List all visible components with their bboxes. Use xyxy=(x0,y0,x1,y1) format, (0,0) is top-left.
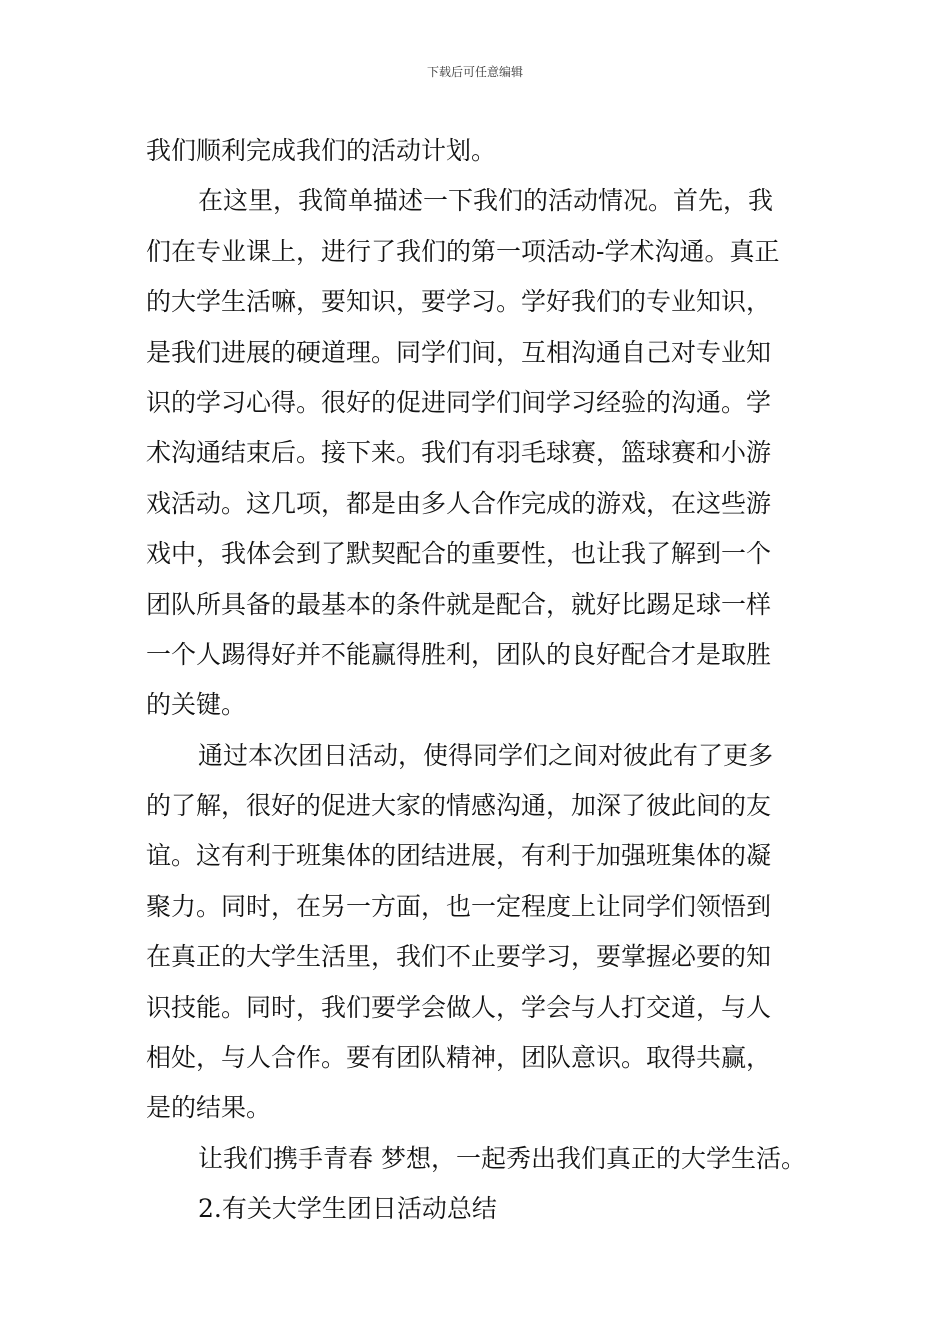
text-line: 是的结果。 xyxy=(146,1093,272,1123)
text-line: 一个人踢得好并不能赢得胜利，团队的良好配合才是取胜 xyxy=(146,639,772,669)
text-line: 在这里，我简单描述一下我们的活动情况。首先，我 xyxy=(198,186,774,216)
text-line: 术沟通结束后。接下来。我们有羽毛球赛，篮球赛和小游 xyxy=(146,438,772,468)
text-line: 识的学习心得。很好的促进同学们间学习经验的沟通。学 xyxy=(146,387,772,417)
text-line: 让我们携手青春 梦想，一起秀出我们真正的大学生活。 xyxy=(198,1143,806,1173)
text-line: 识技能。同时，我们要学会做人，学会与人打交道，与人 xyxy=(146,992,772,1022)
text-line: 相处，与人合作。要有团队精神，团队意识。取得共赢， xyxy=(146,1043,772,1073)
text-line: 谊。这有利于班集体的团结进展，有利于加强班集体的凝 xyxy=(146,841,772,871)
text-line: 我们顺利完成我们的活动计划。 xyxy=(146,136,497,165)
text-line: 团队所具备的最基本的条件就是配合，就好比踢足球一样 xyxy=(146,589,772,619)
text-line: 的关键。 xyxy=(146,690,247,720)
text-line: 通过本次团日活动，使得同学们之间对彼此有了更多 xyxy=(198,740,774,770)
page-header: 下载后可任意编辑 xyxy=(426,65,523,79)
text-line: 戏中，我体会到了默契配合的重要性，也让我了解到一个 xyxy=(146,539,772,569)
document-body xyxy=(146,126,818,1235)
text-line: 的了解，很好的促进大家的情感沟通，加深了彼此间的友 xyxy=(146,791,772,821)
text-line: 聚力。同时，在另一方面，也一定程度上让同学们领悟到 xyxy=(146,891,772,921)
text-line: 的大学生活嘛，要知识，要学习。学好我们的专业知识， xyxy=(146,287,772,317)
text-line: 在真正的大学生活里，我们不止要学习，要掌握必要的知 xyxy=(146,942,772,972)
text-line: 是我们进展的硬道理。同学们间，互相沟通自己对专业知 xyxy=(146,337,772,367)
section-heading: 2.有关大学生团日活动总结 xyxy=(198,1194,497,1224)
text-line: 们在专业课上，进行了我们的第一项活动-学术沟通。真正 xyxy=(146,236,780,266)
text-line: 戏活动。这几项，都是由多人合作完成的游戏，在这些游 xyxy=(146,488,772,518)
